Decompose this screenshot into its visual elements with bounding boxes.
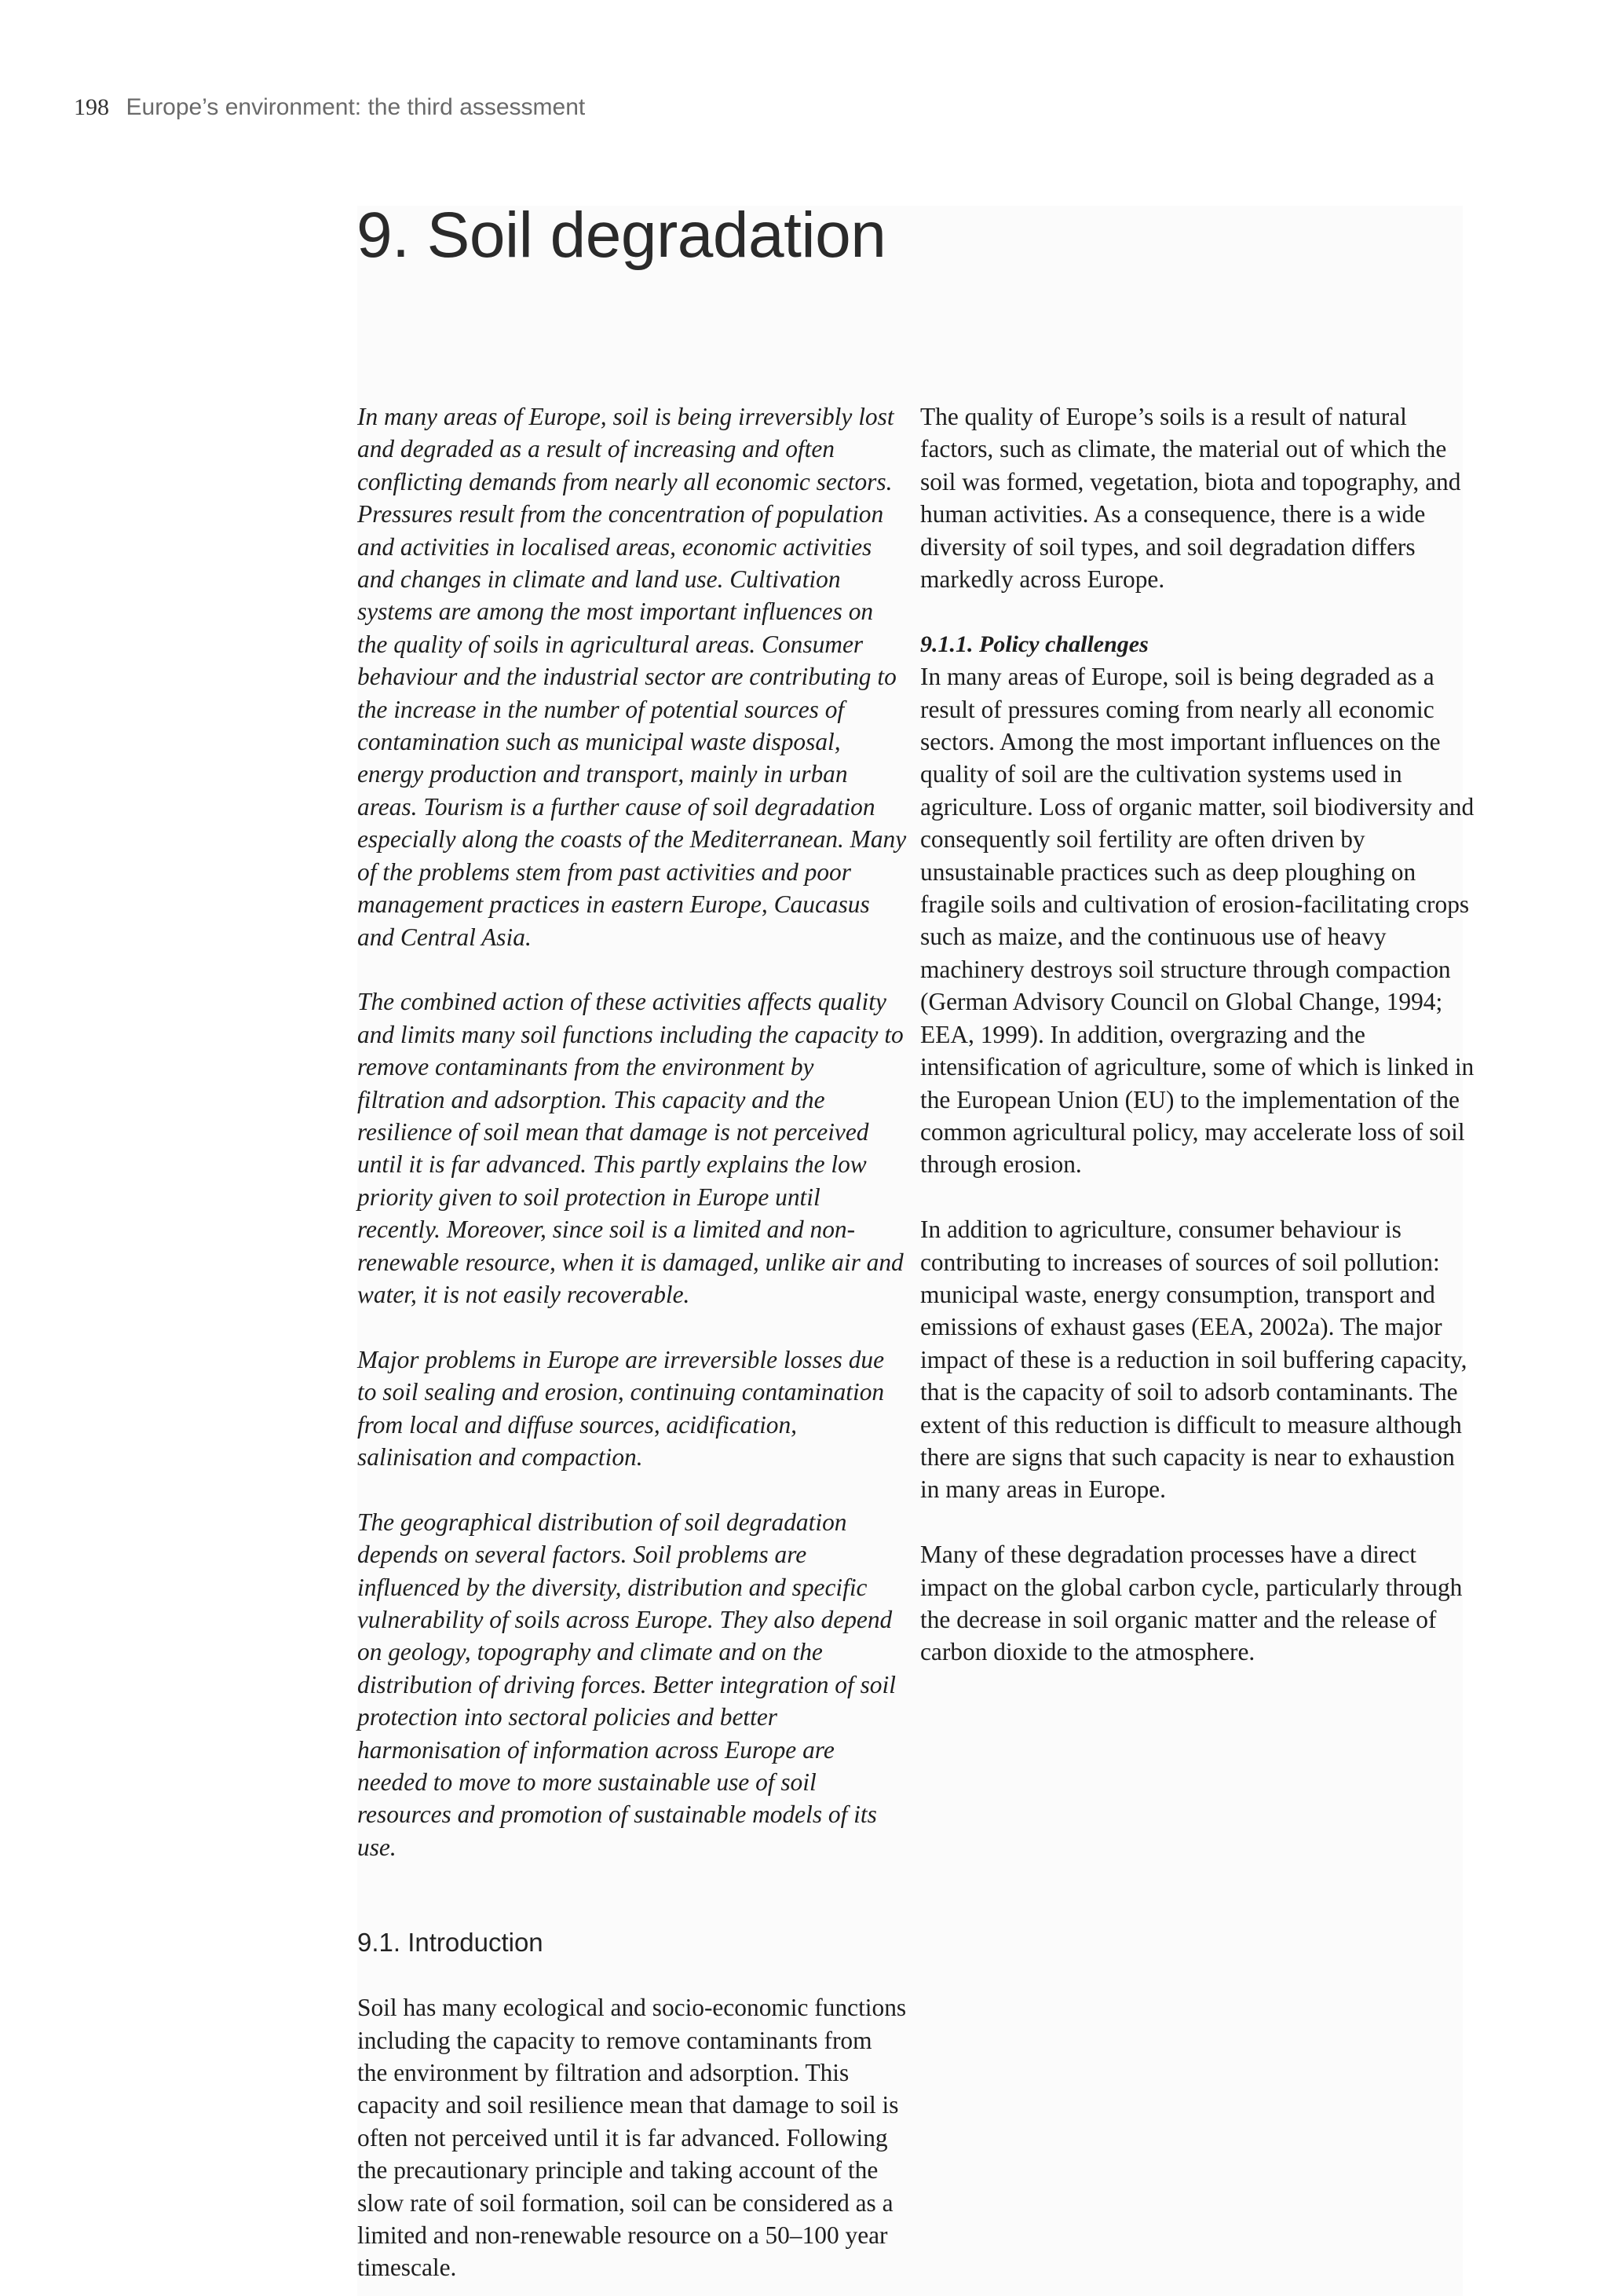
introduction-paragraph-start: Soil has many ecological and socio-economic functions including the capacity to remove contaminants from the environment by filtration and adsorption. This capacity and soil resilience mean that damage to soil is often not perceived until it is far advanced. Following the precautionary principle and taking account of the slow rate of soil formation, soil can be considered as a limited and non-renewable resource on a 50–100 year timescale.: [357, 1994, 907, 2282]
publication-title: Europe’s environment: the third assessment: [126, 94, 586, 120]
right-column: [920, 400, 1478, 1669]
body-paragraph: In many areas of Europe, soil is being degraded as a result of pressures coming from nearly all economic sectors. Among the most important influences on the quality of soil are the cultivation systems used in agriculture. Loss of organic matter, soil biodiversity and consequently soil fertility are often driven by unsustainable practices such as deep ploughing on fragile soils and cultivation of erosion-facilitating crops such as maize, and the continuous use of heavy machinery destroys soil structure through compaction (German Advisory Council on Global Change, 1994; EEA, 1999). In addition, overgrazing and the intensification of agriculture, some of which is linked in the European Union (EU) to the implementation of the common agricultural policy, may accelerate loss of soil through erosion.: [920, 663, 1475, 1179]
subsection-heading-policy-challenges: 9.1.1. Policy challenges: [920, 631, 1149, 657]
section-heading-introduction: 9.1. Introduction: [357, 1928, 543, 1958]
body-paragraph: In addition to agriculture, consumer behaviour is contributing to increases of sources of soil pollution: municipal waste, energy consumption, transport and emissions of exhaust gases (EEA, 2002a). The major impact of these is a reduction in soil buffering capacity, that is the capacity of soil to adsorb contaminants. The extent of this reduction is difficult to measure although there are signs that such capacity is near to exhaustion in many areas in Europe.: [920, 1216, 1467, 1504]
page-number: 198: [74, 94, 109, 120]
left-column: [357, 400, 907, 2284]
running-header: [74, 92, 585, 123]
summary-paragraph: In many areas of Europe, soil is being irreversibly lost and degraded as a result of increasing and often conflicting demands from nearly all economic sectors. Pressures result from the concentration of population and activities in localised areas, economic activities and changes in climate and land use. Cultivation systems are among the most important influences on the quality of soils in agricultural areas. Consumer behaviour and the industrial sector are contributing to the increase in the number of potential sources of contamination such as municipal waste disposal, energy production and transport, mainly in urban areas. Tourism is a further cause of soil degradation especially along the coasts of the Mediterranean. Many of the problems stem from past activities and poor management practices in eastern Europe, Caucasus and Central Asia.: [357, 403, 907, 951]
summary-paragraph: Major problems in Europe are irreversible losses due to soil sealing and erosion, continuing contamination from local and diffuse sources, acidification, salinisation and compaction.: [357, 1345, 885, 1471]
chapter-summary: [357, 400, 907, 1863]
chapter-title: 9. Soil degradation: [356, 199, 886, 271]
summary-paragraph: The combined action of these activities affects quality and limits many soil functions including the capacity to remove contaminants from the environment by filtration and adsorption. This capacity and the resilience of soil mean that damage is not perceived until it is far advanced. This partly explains the low priority given to soil protection in Europe until recently. Moreover, since soil is a limited and non-renewable resource, when it is damaged, unlike air and water, it is not easily recoverable.: [357, 988, 904, 1308]
summary-paragraph: The geographical distribution of soil degradation depends on several factors. Soil problems are influenced by the diversity, distribution and specific vulnerability of soils across Europe. They also depend on geology, topography and climate and on the distribution of driving forces. Better integration of soil protection into sectoral policies and better harmonisation of information across Europe are needed to move to more sustainable use of soil resources and promotion of sustainable models of its use.: [357, 1508, 896, 1861]
body-paragraph: Many of these degradation processes have a direct impact on the global carbon cycle, particularly through the decrease in soil organic matter and the release of carbon dioxide to the atmosphere.: [920, 1541, 1463, 1666]
introduction-paragraph: The quality of Europe’s soils is a result of natural factors, such as climate, the material out of which the soil was formed, vegetation, biota and topography, and human activities. As a consequence, there is a wide diversity of soil types, and soil degradation differs markedly across Europe.: [920, 403, 1461, 594]
